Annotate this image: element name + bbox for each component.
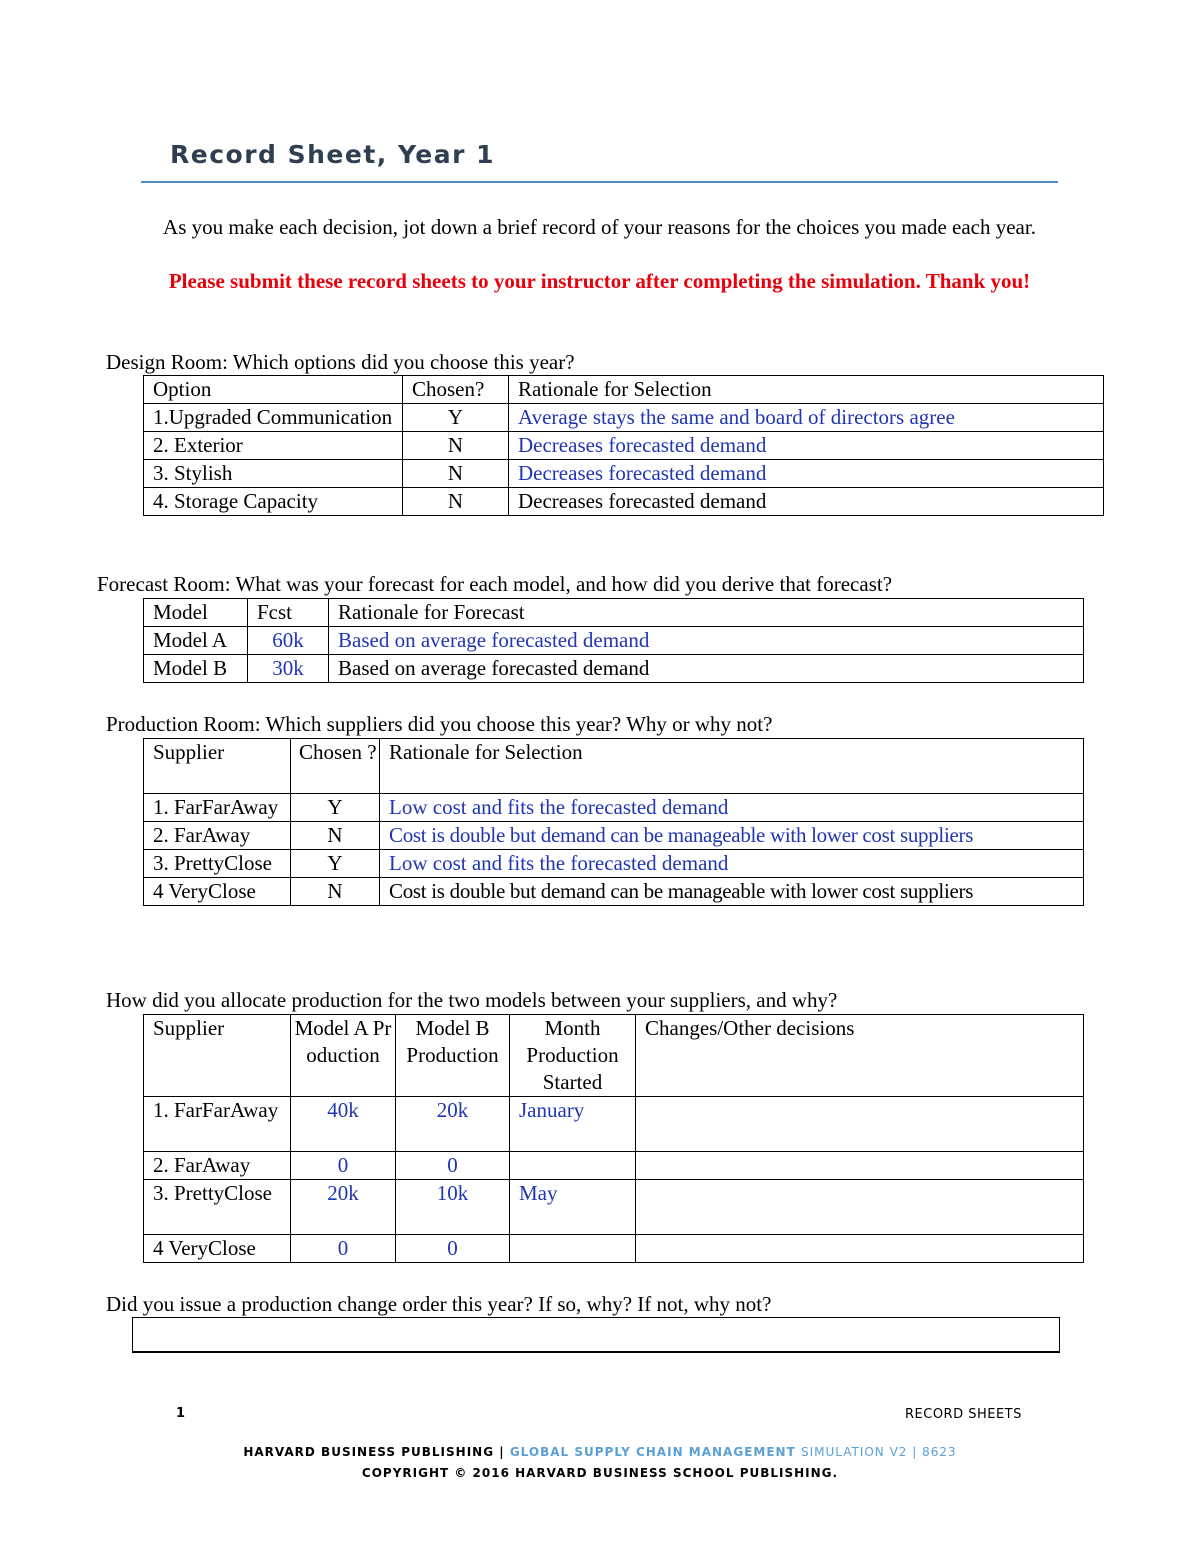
supplier-cell: 4 VeryClose	[144, 1235, 291, 1263]
supplier-cell: 4 VeryClose	[144, 878, 291, 906]
rationale-cell: Low cost and fits the forecasted demand	[380, 850, 1084, 878]
header-cell: Supplier	[144, 1015, 291, 1097]
header-cell: Chosen ?	[291, 739, 380, 794]
table-row	[144, 655, 1084, 683]
month-cell: January	[510, 1097, 636, 1152]
table-row	[144, 878, 1084, 906]
forecast-room-table	[143, 598, 1084, 683]
header-cell: Model B Production	[396, 1015, 510, 1097]
header-cell: Rationale for Selection	[380, 739, 1084, 794]
table-row	[144, 627, 1084, 655]
change-order-answer-box[interactable]	[132, 1317, 1060, 1353]
changes-cell	[636, 1097, 1084, 1152]
model-b-cell: 0	[396, 1152, 510, 1180]
model-b-cell: 20k	[396, 1097, 510, 1152]
footer-publisher: HARVARD BUSINESS PUBLISHING |	[243, 1445, 505, 1459]
table-row	[144, 822, 1084, 850]
header-cell: Fcst	[248, 599, 329, 627]
table-header-row	[144, 739, 1084, 794]
supplier-cell: 1. FarFarAway	[144, 1097, 291, 1152]
model-a-cell: 0	[291, 1235, 396, 1263]
changes-cell	[636, 1180, 1084, 1235]
submit-notice: Please submit these record sheets to your instructor after completing the simulation. Thank you!	[168, 269, 1031, 293]
month-cell: May	[510, 1180, 636, 1235]
table-row	[144, 404, 1104, 432]
design-room-question: Design Room: Which options did you choose this year?	[106, 350, 575, 374]
footer-simulation: SIMULATION V2 | 8623	[800, 1445, 957, 1459]
header-cell: Model A Production	[291, 1015, 396, 1097]
allocation-table	[143, 1014, 1084, 1263]
option-cell: 3. Stylish	[144, 460, 403, 488]
model-b-cell: 0	[396, 1235, 510, 1263]
title-rule	[141, 181, 1058, 183]
table-row	[144, 850, 1084, 878]
header-cell: Chosen?	[403, 376, 509, 404]
page-number: 1	[176, 1406, 186, 1421]
chosen-cell: N	[291, 878, 380, 906]
forecast-cell: 30k	[248, 655, 329, 683]
chosen-cell: Y	[291, 850, 380, 878]
option-cell: 2. Exterior	[144, 432, 403, 460]
table-header-row	[144, 376, 1104, 404]
model-cell: Model B	[144, 655, 248, 683]
chosen-cell: N	[403, 488, 509, 516]
rationale-cell: Based on average forecasted demand	[329, 655, 1084, 683]
table-row	[144, 1235, 1084, 1263]
supplier-cell: 3. PrettyClose	[144, 1180, 291, 1235]
forecast-cell: 60k	[248, 627, 329, 655]
rationale-cell: Decreases forecasted demand	[509, 460, 1104, 488]
table-row	[144, 1097, 1084, 1152]
table-row	[144, 460, 1104, 488]
chosen-cell: N	[291, 822, 380, 850]
model-cell: Model A	[144, 627, 248, 655]
rationale-cell: Low cost and fits the forecasted demand	[380, 794, 1084, 822]
table-header-row	[144, 599, 1084, 627]
month-cell	[510, 1152, 636, 1180]
chosen-cell: Y	[291, 794, 380, 822]
footer-copyright: COPYRIGHT © 2016 HARVARD BUSINESS SCHOOL PUBLISHING.	[361, 1466, 839, 1480]
model-a-cell: 40k	[291, 1097, 396, 1152]
supplier-cell: 2. FarAway	[144, 1152, 291, 1180]
supplier-cell: 2. FarAway	[144, 822, 291, 850]
month-cell	[510, 1235, 636, 1263]
production-room-table	[143, 738, 1084, 906]
table-row	[144, 794, 1084, 822]
header-cell: Supplier	[144, 739, 291, 794]
intro-text: As you make each decision, jot down a brief record of your reasons for the choices you made each year.	[163, 215, 1036, 239]
table-row	[144, 488, 1104, 516]
change-order-question: Did you issue a production change order this year? If so, why? If not, why not?	[106, 1292, 772, 1316]
chosen-cell: N	[403, 432, 509, 460]
rationale-cell: Decreases forecasted demand	[509, 432, 1104, 460]
model-b-cell: 10k	[396, 1180, 510, 1235]
production-room-question: Production Room: Which suppliers did you choose this year? Why or why not?	[106, 712, 773, 736]
rationale-cell: Cost is double but demand can be manageable with lower cost suppliers	[380, 822, 1084, 850]
allocation-question: How did you allocate production for the two models between your suppliers, and why?	[106, 988, 838, 1012]
rationale-cell: Based on average forecasted demand	[329, 627, 1084, 655]
footer-course: GLOBAL SUPPLY CHAIN MANAGEMENT	[509, 1445, 796, 1459]
table-row	[144, 432, 1104, 460]
model-a-cell: 0	[291, 1152, 396, 1180]
chosen-cell: Y	[403, 404, 509, 432]
header-cell: Option	[144, 376, 403, 404]
header-cell: Changes/Other decisions	[636, 1015, 1084, 1097]
footer-publisher-line	[0, 1445, 1200, 1459]
table-row	[144, 1152, 1084, 1180]
page-title: Record Sheet, Year 1	[170, 140, 496, 169]
header-cell: Month Production Started	[510, 1015, 636, 1097]
design-room-table	[143, 375, 1104, 516]
changes-cell	[636, 1235, 1084, 1263]
header-cell: Rationale for Selection	[509, 376, 1104, 404]
rationale-cell: Decreases forecasted demand	[509, 488, 1104, 516]
forecast-room-question: Forecast Room: What was your forecast for each model, and how did you derive that forecast?	[97, 572, 893, 596]
changes-cell	[636, 1152, 1084, 1180]
header-cell: Rationale for Forecast	[329, 599, 1084, 627]
chosen-cell: N	[403, 460, 509, 488]
section-label: RECORD SHEETS	[905, 1407, 1022, 1422]
option-cell: 1.Upgraded Communication	[144, 404, 403, 432]
model-a-cell: 20k	[291, 1180, 396, 1235]
supplier-cell: 3. PrettyClose	[144, 850, 291, 878]
table-row	[144, 1180, 1084, 1235]
table-header-row	[144, 1015, 1084, 1097]
header-cell: Model	[144, 599, 248, 627]
rationale-cell: Cost is double but demand can be manageable with lower cost suppliers	[380, 878, 1084, 906]
rationale-cell: Average stays the same and board of directors agree	[509, 404, 1104, 432]
supplier-cell: 1. FarFarAway	[144, 794, 291, 822]
option-cell: 4. Storage Capacity	[144, 488, 403, 516]
